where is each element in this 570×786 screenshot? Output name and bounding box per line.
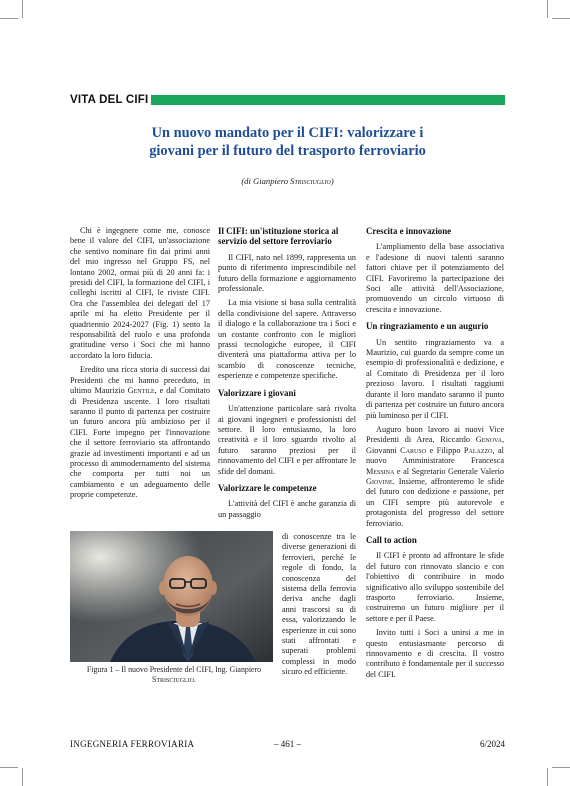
title-line-2: giovani per il futuro del trasporto ferroviario — [149, 143, 426, 159]
heading-valorizzare-competenze: Valorizzare le competenze — [218, 482, 317, 493]
section-header — [70, 95, 505, 107]
col3-paragraph-4: Il CIFI è pronto ad affrontare le sfide del futuro con rinnovato slancio e con l'obiettivo di contribuire in modo significativo allo sviluppo sostenibile del trasporto ferroviario. Insieme, costruiremo un futuro migliore per il settore e per il Paese. — [366, 551, 504, 623]
section-color-bar — [151, 95, 505, 105]
col2-paragraph-4: L'attività del CIFI è anche garanzia di un passaggio — [218, 499, 356, 519]
text-run: e al Segretario Generale Valerio — [394, 466, 504, 476]
col2-paragraph-1: Il CIFI, nato nel 1899, rappresenta un punto di riferimento imprescindibile nel futuro della formazione e aggiornamento professionale. — [218, 252, 356, 294]
name-initial: G — [127, 386, 134, 396]
text-run: , al nuovo Amministratore Francesca — [366, 445, 504, 466]
article-title — [70, 124, 505, 160]
crop-mark — [552, 18, 570, 19]
caption-text: Figura 1 – Il nuovo Presidente del CIFI, Ing. Gianpiero — [86, 665, 262, 674]
section-label: VITA DEL CIFI — [70, 94, 149, 106]
col3-paragraph-3 — [366, 425, 504, 529]
text-run: Auguro buon lavoro ai nuovi Vice Presidenti di Area, Riccardo — [366, 424, 504, 445]
caption-end: . — [194, 675, 197, 684]
name-rest: alazzo — [468, 445, 493, 455]
col2-paragraph-3: Un'attenzione particolare sarà rivolta ai giovani ingegneri e professionisti del settore. Il loro entusiasmo, la loro creatività e il loro sguardo rivolto al futuro saranno preziosi per il rinnovamento del CIFI e per affrontare le sfide del domani. — [218, 404, 356, 476]
text-run: Eredito una ricca storia di successi dai Presidenti che mi hanno preceduto, in ultimo Maurizio — [70, 365, 210, 396]
name-rest: entile — [133, 386, 155, 396]
crop-mark — [547, 768, 548, 786]
photo-illustration — [70, 531, 273, 662]
crop-mark — [547, 0, 548, 18]
name-initial: G — [366, 476, 372, 486]
title-line-1: Un nuovo mandato per il CIFI: valorizzare i — [151, 125, 424, 141]
heading-crescita-innovazione: Crescita e innovazione — [366, 226, 452, 236]
crop-mark — [22, 768, 23, 786]
name-rest: iovine — [371, 476, 393, 486]
col3-paragraph-5: Invito tutti i Soci a unirsi a me in questo entusiasmante percorso di rinnovamento e di crescita. Il vostro contributo è fondamentale per il successo del CIFI. — [366, 628, 504, 679]
heading-ringraziamento: Un ringraziamento e un augurio — [366, 321, 489, 332]
heading-call-to-action: Call to action — [366, 534, 417, 545]
col2-paragraph-2: La mia visione si basa sulla centralità della condivisione del sapere. Attraverso il dialogo e la collaborazione tra i Soci e un costante confronto con le migliori prassi tecnologiche europee, il CIFI diventerà una piattaforma attiva per lo scambio di conoscenze tecniche, esperienze e competenze specifiche. — [218, 298, 356, 381]
figure-caption — [70, 665, 278, 685]
journal-name: INGEGNERIA FERROVIARIA — [70, 739, 195, 749]
col1-paragraph-1: Chi è ingegnere come me, conosce bene il valore del CIFI, un'associazione che sentivo nominare fin dai primi anni del mio ingresso nel Gruppo FS, nel lontano 2002, ormai più di 20 anni fa: i presidi del CIFI, la formazione del CIFI, i colleghi iscritti al CIFI, le riviste CIFI. Ora che l'assemblea dei delegati del 17 aprile mi ha eletto Presidente per il quadriennio 2024-2027 (Fig. 1) sento la responsabilità del ruolo e una profonda gratitudine verso i Soci che mi hanno accordato la loro fiducia. — [70, 226, 210, 360]
page-number: – 461 – — [274, 739, 301, 749]
column-1 — [70, 226, 210, 505]
name-initial: G — [475, 435, 482, 445]
crop-mark — [0, 18, 18, 19]
byline-name-rest: trisciuglio — [294, 176, 331, 186]
text-run: , Giovanni — [366, 435, 504, 455]
name-rest: enova — [481, 435, 502, 445]
byline-prefix: (di Gianpiero — [241, 176, 291, 186]
name-rest: essina — [373, 466, 395, 476]
caption-name-initial: S — [151, 675, 157, 684]
col3-paragraph-2: Un sentito ringraziamento va a Maurizio, cui guardo da sempre come un esempio di professionalità e dedizione, e al Comitato di Presidenza per il loro prezioso lavoro. I risultati raggiunti durante il loro mandato saranno il punto di partenza per costruire un futuro ancora più luminoso per il CIFI. — [366, 337, 504, 420]
name-rest: aruso — [405, 445, 427, 455]
text-run: , e dal Comitato di Presidenza uscente. I loro risultati saranno il punto di partenza per costruire un futuro ancora più ambizioso per il CIFI. Forte impegno per l'innovazione che il settore ferroviario sta affrontando grazie ad investimenti importanti e ad un processo di ammodernamento del sistema che comporta per tutti noi un cambiamento e un adeguamento delle proprie competenze. — [70, 386, 210, 500]
caption-name-rest: trisciuglio — [156, 675, 195, 684]
column-3 — [366, 226, 504, 684]
crop-mark — [22, 0, 23, 18]
byline-name-initial: S — [290, 176, 295, 186]
name-initial: C — [400, 445, 406, 455]
article-byline — [70, 176, 505, 186]
byline-suffix: ) — [330, 176, 334, 186]
president-photo — [70, 531, 273, 662]
column-2 — [218, 226, 356, 524]
heading-valorizzare-giovani: Valorizzare i giovani — [218, 387, 296, 398]
col2-paragraph-4-continued: di conoscenze tra le diverse generazioni di ferrovieri, perché le regole di fondo, la conoscenza del sistema della ferrovia deriva anche dagli anni trascorsi su di essa, valorizzando le esperienze in cui sono stati affrontati e superati problemi complessi in modo sicuro ed efficiente. — [282, 532, 356, 677]
name-initial: P — [463, 445, 469, 455]
text-run: . Insieme, affronteremo le sfide del futuro con dedizione e passione, per un CIFI sempre più autorevole e protagonista del progresso del settore ferroviario. — [366, 476, 504, 528]
issue-number: 6/2024 — [479, 739, 505, 749]
crop-mark — [552, 767, 570, 768]
text-run: e Filippo — [426, 445, 464, 455]
col3-paragraph-1: L'ampliamento della base associativa e l'adesione di nuovi talenti saranno fattori chiave per il potenziamento del CIFI. Favoriremo la partecipazione dei Soci alle attività dell'Associazione, promuovendo un circolo virtuoso di crescita e innovazione. — [366, 242, 504, 314]
heading-istituzione-storica: Il CIFI: un'istituzione storica al servizio del settore ferroviario — [218, 226, 339, 247]
col1-paragraph-2 — [70, 365, 210, 500]
name-initial: M — [366, 466, 374, 476]
crop-mark — [0, 767, 18, 768]
